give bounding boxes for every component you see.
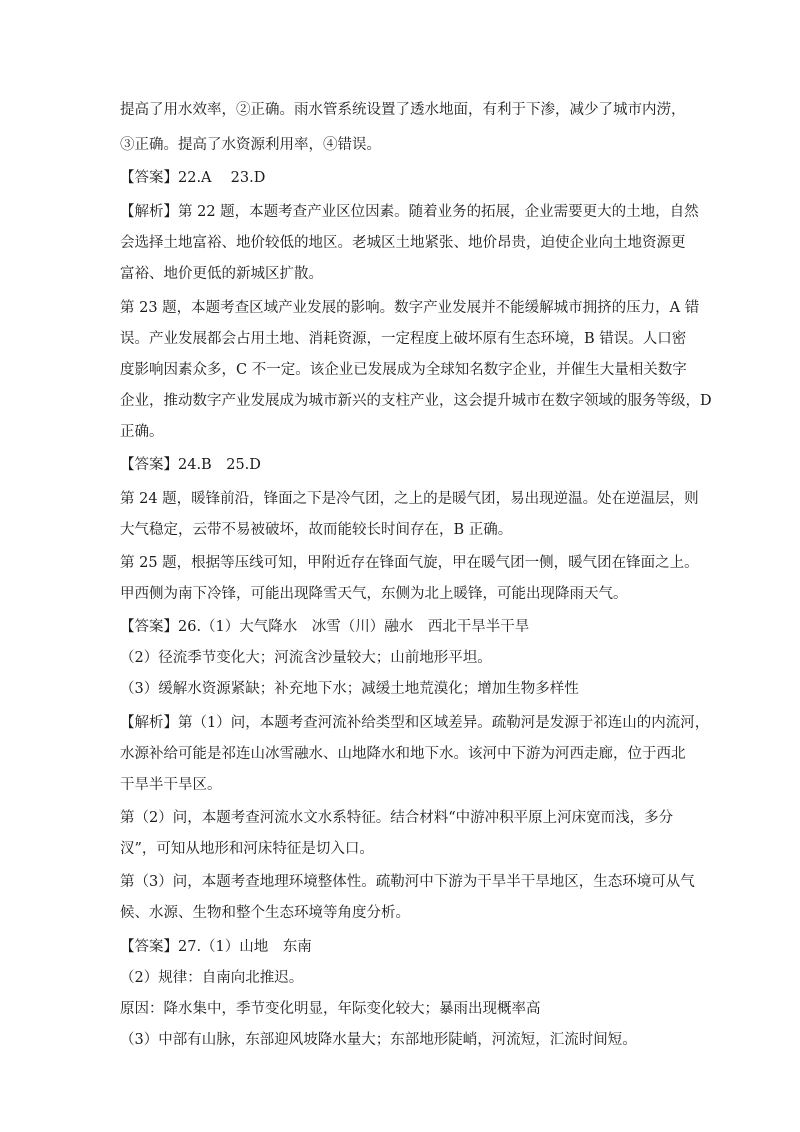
text-line: 第 23 题，本题考查区域产业发展的影响。数字产业发展并不能缓解城市拥挤的压力，A 错 bbox=[120, 300, 700, 316]
text-line: （2）规律：自南向北推迟。 bbox=[120, 970, 304, 986]
text-line: 误。产业发展都会占用土地、消耗资源，一定程度上破坏原有生态环境，B 错误。人口密 bbox=[120, 331, 687, 347]
answer-line: 【答案】26.（1）大气降水 冰雪（川）融水 西北干旱半干旱 bbox=[120, 619, 530, 635]
answer-line: 【答案】22.A 23.D bbox=[120, 170, 266, 186]
answer-line: 【答案】24.B 25.D bbox=[120, 457, 261, 473]
text-line: 提高了用水效率，②正确。雨水管系统设置了透水地面，有利于下渗，减少了城市内涝， bbox=[120, 102, 686, 118]
text-line: 正确。 bbox=[120, 424, 164, 440]
analysis-line: 【解析】第（1）问，本题考查河流补给类型和区域差异。疏勒河是发源于祁连山的内流河， bbox=[120, 715, 710, 731]
text-line: （3）缓解水资源紧缺；补充地下水；减缓土地荒漠化；增加生物多样性 bbox=[120, 681, 579, 697]
analysis-line: 【解析】第 22 题，本题考查产业区位因素。随着业务的拓展，企业需要更大的土地，自然 bbox=[120, 204, 699, 220]
text-line: 第 24 题，暖锋前沿，锋面之下是冷气团，之上的是暖气团，易出现逆温。处在逆温层，则 bbox=[120, 491, 699, 507]
text-line: 甲西侧为南下冷锋，可能出现降雪天气，东侧为北上暖锋，可能出现降雨天气。 bbox=[120, 586, 628, 602]
text-line: 大气稳定，云带不易被破坏，故而能较长时间存在，B 正确。 bbox=[120, 522, 513, 538]
text-line: 汊”，可知从地形和河床特征是切入口。 bbox=[120, 841, 374, 857]
text-line: （2）径流季节变化大；河流含沙量较大；山前地形平坦。 bbox=[120, 650, 492, 666]
text-line: 第（2）问，本题考查河流水文水系特征。结合材料“中游冲积平原上河床宽而浅，多分 bbox=[120, 810, 674, 826]
text-line: 第（3）问，本题考查地理环境整体性。疏勒河中下游为干旱半干旱地区，生态环境可从气 bbox=[120, 874, 695, 890]
text-line: 第 25 题，根据等压线可知，甲附近存在锋面气旋，甲在暖气团一侧，暖气团在锋面之上。 bbox=[120, 555, 699, 571]
text-line: 富裕、地价更低的新城区扩散。 bbox=[120, 266, 323, 282]
text-line: 会选择土地富裕、地价较低的地区。老城区土地紧张、地价昂贵，迫使企业向土地资源更 bbox=[120, 235, 686, 251]
text-line: 干旱半干旱区。 bbox=[120, 777, 222, 793]
text-line: 度影响因素众多，C 不一定。该企业已发展成为全球知名数字企业，并催生大量相关数字 bbox=[120, 362, 687, 378]
text-line: （3）中部有山脉，东部迎风坡降水量大；东部地形陡峭，河流短，汇流时间短。 bbox=[120, 1032, 637, 1048]
answer-line: 【答案】27.（1）山地 东南 bbox=[120, 939, 312, 955]
text-line: 水源补给可能是祁连山冰雪融水、山地降水和地下水。该河中下游为河西走廊，位于西北 bbox=[120, 746, 686, 762]
text-line: ③正确。提高了水资源利用率，④错误。 bbox=[120, 137, 381, 153]
text-line: 候、水源、生物和整个生态环境等角度分析。 bbox=[120, 905, 410, 921]
text-line: 企业，推动数字产业发展成为城市新兴的支柱产业，这会提升城市在数字领域的服务等级，D bbox=[120, 393, 712, 409]
text-line: 原因：降水集中，季节变化明显，年际变化较大；暴雨出现概率高 bbox=[120, 1001, 541, 1017]
